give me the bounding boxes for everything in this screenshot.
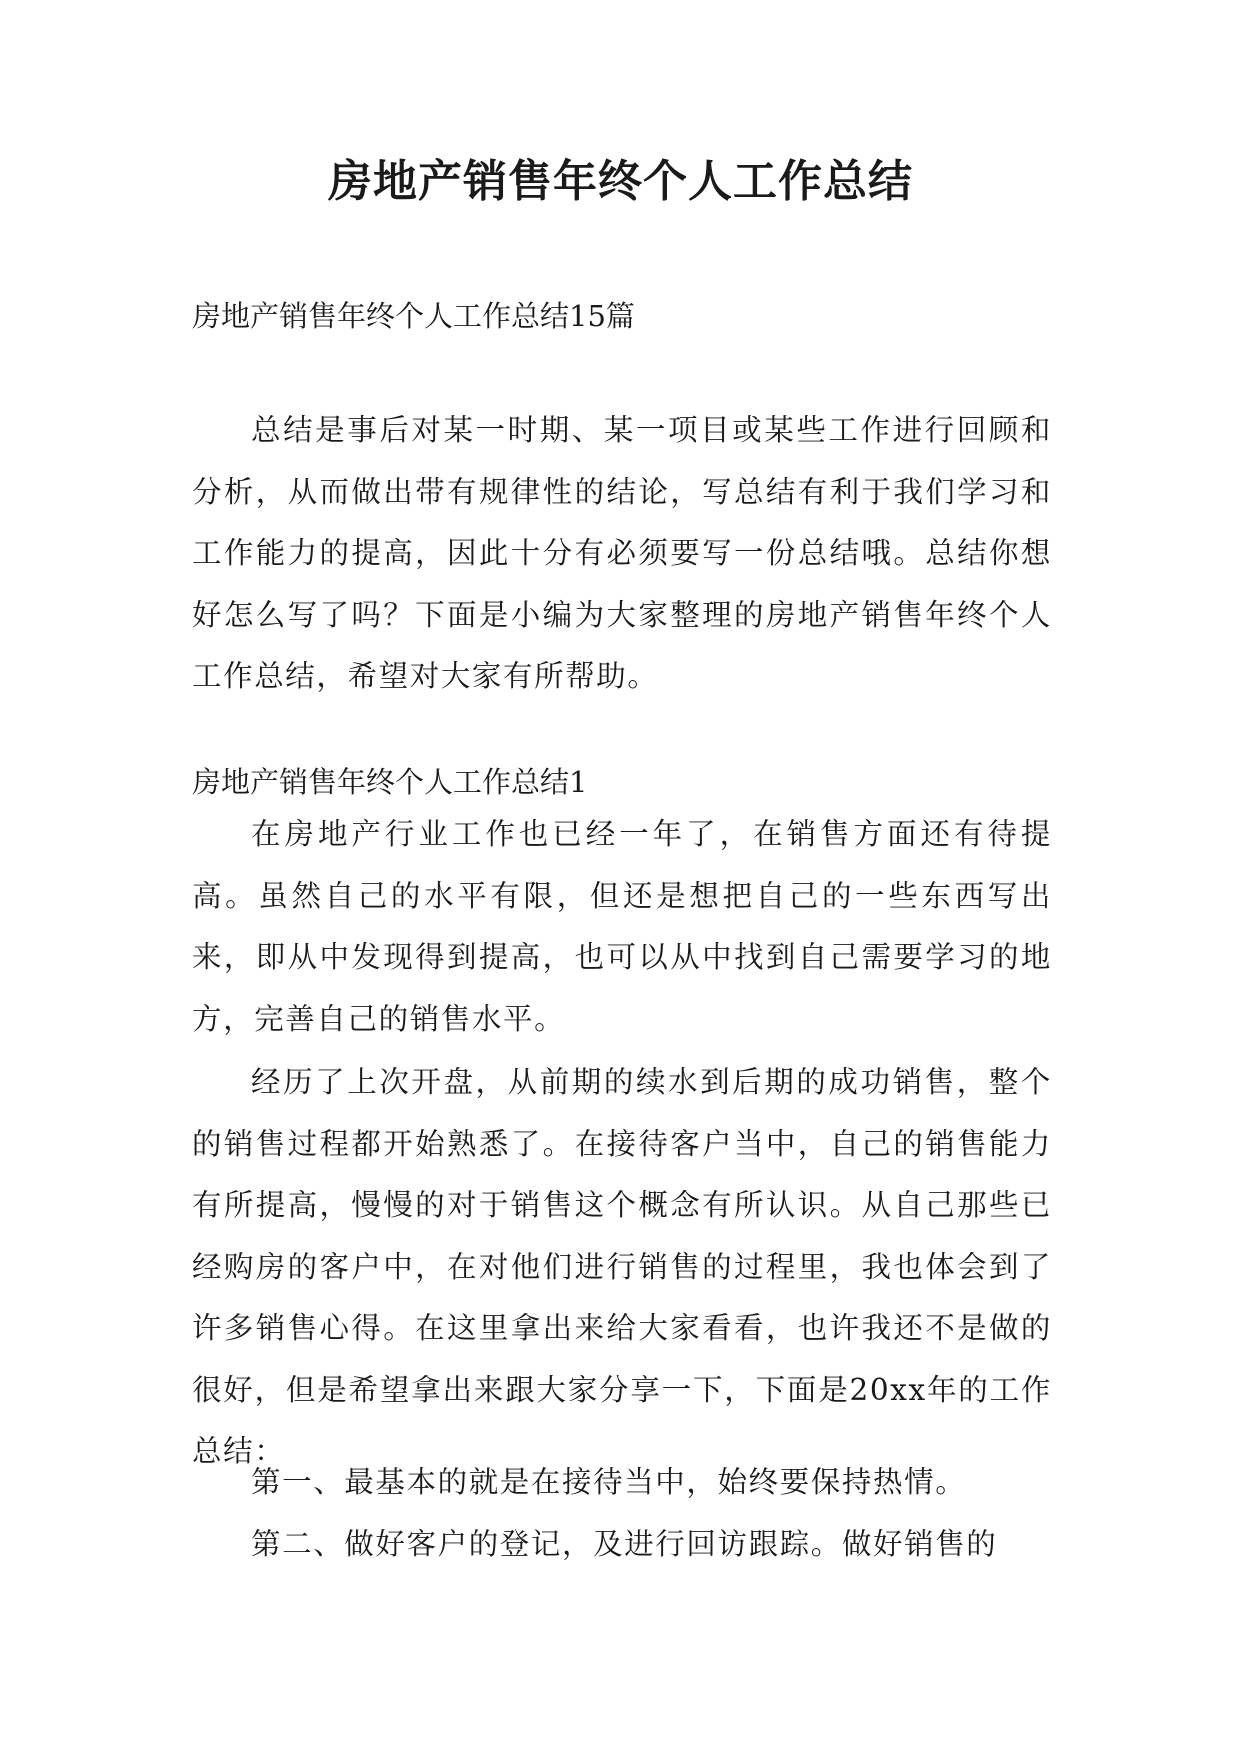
body-paragraph: 第二、做好客户的登记，及进行回访跟踪。做好销售的 [251, 1527, 998, 1561]
body-paragraph: 在房地产行业工作也已经一年了，在销售方面还有待提高。虽然自己的水平有限，但还是想把自己的一些东西写出来，即从中发现得到提高，也可以从中找到自己需要学习的地方，完善自己的销售水平。 [192, 817, 1052, 1036]
intro-paragraph: 总结是事后对某一时期、某一项目或某些工作进行回顾和分析，从而做出带有规律性的结论，写总结有利于我们学习和工作能力的提高，因此十分有必须要写一份总结哦。总结你想好怎么写了吗？下面是小编为大家整理的房地产销售年终个人工作总结，希望对大家有所帮助。 [192, 413, 1052, 693]
section-heading: 房地产销售年终个人工作总结1 [192, 765, 588, 799]
body-paragraph: 第一、最基本的就是在接待当中，始终要保持热情。 [251, 1465, 967, 1499]
body-paragraph: 经历了上次开盘，从前期的续水到后期的成功销售，整个的销售过程都开始熟悉了。在接待客户当中，自己的销售能力有所提高，慢慢的对于销售这个概念有所认识。从自己那些已经购房的客户中，在对他们进行销售的过程里，我也体会到了许多销售心得。在这里拿出来给大家看看，也许我还不是做的很好，但是希望拿出来跟大家分享一下，下面是20xx年的工作总结： [192, 1065, 1052, 1468]
document-title: 房地产销售年终个人工作总结 [328, 156, 913, 207]
document-subtitle: 房地产销售年终个人工作总结15篇 [192, 299, 635, 333]
